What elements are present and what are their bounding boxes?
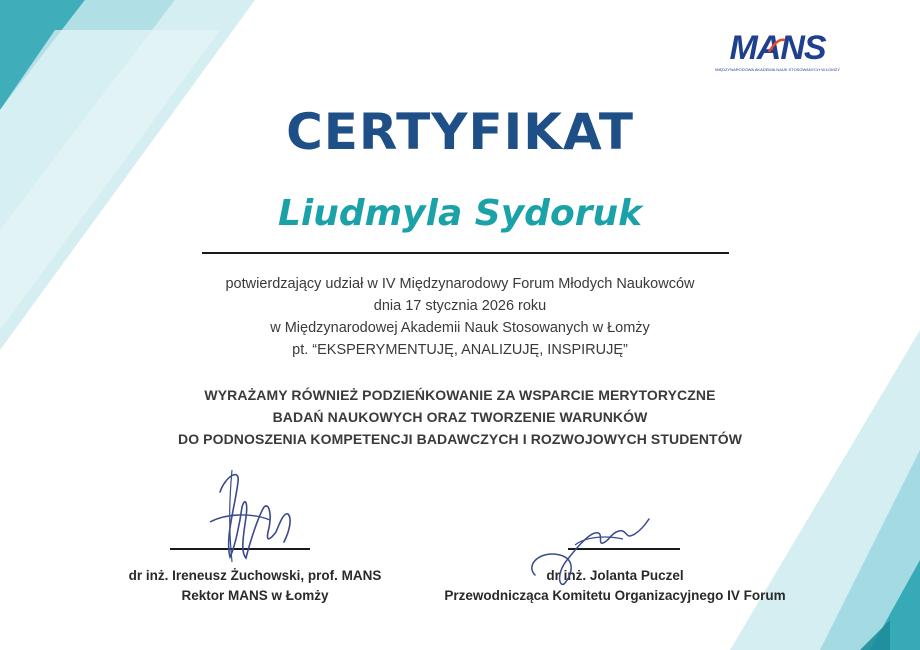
signatory-role: Przewodnicząca Komitetu Organizacyjnego IV Forum	[444, 588, 786, 603]
signature-rector	[180, 462, 340, 572]
body-line: pt. “EKSPERYMENTUJĘ, ANALIZUJĘ, INSPIRUJĘ”	[292, 342, 628, 358]
thanks-line: WYRAŻAMY RÓWNIEŻ PODZIEŃKOWANIE ZA WSPARCIE MERYTORYCZNE	[204, 387, 716, 403]
logo-subtitle: MIĘDZYNARODOWA AKADEMIA NAUK STOSOWANYCH W ŁOMŻY	[715, 67, 840, 72]
recipient-name: Liudmyla Sydoruk	[277, 193, 643, 234]
signatory-name: dr inż. Ireneusz Żuchowski, prof. MANS	[128, 568, 382, 583]
thanks-line: BADAŃ NAUKOWYCH ORAZ TWORZENIE WARUNKÓW	[272, 409, 648, 425]
mans-logo	[715, 30, 840, 72]
body-line: w Międzynarodowej Akademii Nauk Stosowanych w Łomży	[270, 320, 650, 336]
recipient-underline	[202, 252, 729, 254]
body-line: potwierdzający udział w IV Międzynarodowy Forum Młodych Naukowców	[225, 276, 695, 292]
signature-chair	[515, 505, 665, 595]
body-line: dnia 17 stycznia 2026 roku	[373, 298, 547, 314]
signatory-rector	[95, 566, 415, 606]
certificate-title: CERTYFIKAT	[286, 103, 634, 161]
acknowledgement-text	[0, 384, 920, 450]
certificate-body	[0, 273, 920, 361]
logo-text: MANS	[729, 29, 826, 67]
signatory-name: dr inż. Jolanta Puczel	[546, 568, 684, 583]
thanks-line: DO PODNOSZENIA KOMPETENCJI BADAWCZYCH I ROZWOJOWYCH STUDENTÓW	[177, 431, 743, 447]
signatory-role: Rektor MANS w Łomży	[181, 588, 329, 603]
logo-swoosh-icon	[767, 36, 787, 56]
